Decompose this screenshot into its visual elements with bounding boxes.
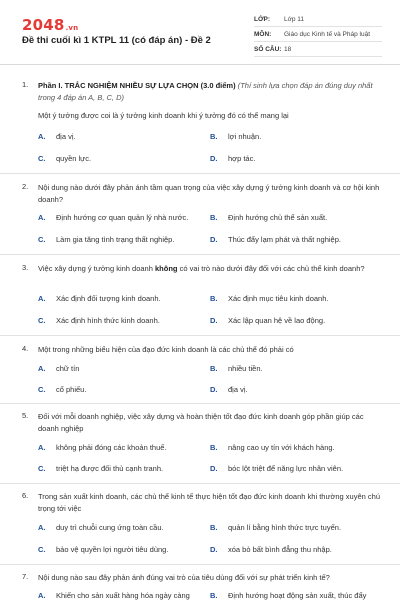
option-a[interactable] <box>38 443 167 452</box>
option-text: Định hướng chủ thể sản xuất. <box>228 213 328 222</box>
meta-key: MÔN: <box>254 30 272 38</box>
option-text: xóa bỏ bất bình đẳng thu nhập. <box>228 545 332 554</box>
option-letter: C. <box>38 154 46 163</box>
option-letter: A. <box>38 364 46 373</box>
option-letter: B. <box>210 364 218 373</box>
option-letter: A. <box>38 213 46 222</box>
option-c[interactable] <box>38 235 174 244</box>
meta-row-subject <box>254 27 382 42</box>
question-number: 2. <box>22 182 29 191</box>
option-d[interactable] <box>210 316 325 325</box>
option-text: nhiều tiền. <box>228 364 263 373</box>
option-text: Định hướng cơ quan quản lý nhà nước. <box>56 213 189 222</box>
divider <box>0 335 400 336</box>
logo-tld: .vn <box>65 24 79 32</box>
option-d[interactable] <box>210 235 341 244</box>
option-letter: C. <box>38 545 46 554</box>
option-letter: B. <box>210 443 218 452</box>
option-text: Xác định đối tượng kinh doanh. <box>56 294 161 303</box>
question-4 <box>22 344 382 356</box>
option-letter: D. <box>210 545 218 554</box>
option-letter: D. <box>210 464 218 473</box>
option-letter: C. <box>38 464 46 473</box>
section-title: Phần I. TRẮC NGHIỆM NHIỀU SỰ LỰA CHỌN (3.0 điểm) <box>38 81 236 90</box>
option-text: Xác lập quan hệ về lao động. <box>228 316 326 325</box>
meta-value: Giáo dục Kinh tế và Pháp luật <box>284 30 371 38</box>
option-letter: C. <box>38 235 46 244</box>
divider <box>0 173 400 174</box>
section-instruction: (Thí sinh lựa chọn đáp án đúng duy nhất trong 4 đáp án A, B, C, D) <box>38 81 373 102</box>
option-b[interactable] <box>210 591 366 600</box>
option-text: Khiến cho sản xuất hàng hóa ngày càng <box>56 591 190 600</box>
question-number: 6. <box>22 491 29 500</box>
option-a[interactable] <box>38 523 164 532</box>
question-number: 4. <box>22 344 29 353</box>
question-number: 7. <box>22 572 29 581</box>
divider <box>0 483 400 484</box>
option-text: Định hướng hoạt động sản xuất, thúc đẩy <box>228 591 367 600</box>
meta-key: SỐ CÂU: <box>254 45 282 53</box>
question-6 <box>22 491 382 515</box>
option-letter: A. <box>38 523 46 532</box>
option-letter: A. <box>38 591 46 600</box>
option-d[interactable] <box>210 464 343 473</box>
option-letter: B. <box>210 213 218 222</box>
option-letter: B. <box>210 132 218 141</box>
option-c[interactable] <box>38 385 86 394</box>
option-letter: B. <box>210 294 218 303</box>
question-stem: Trong sản xuất kinh doanh, các chủ thể kinh tế thực hiện tốt đạo đức kinh doanh khi thường xuyên chú trọng tới việc <box>38 492 381 513</box>
stem-part: có vai trò nào dưới đây đối với các chủ thể kinh doanh? <box>177 264 365 273</box>
option-letter: C. <box>38 316 46 325</box>
option-text: nâng cao uy tín với khách hàng. <box>228 443 335 452</box>
option-text: triệt hạ được đối thủ cạnh tranh. <box>56 464 164 473</box>
option-b[interactable] <box>210 523 341 532</box>
option-letter: D. <box>210 154 218 163</box>
option-letter: A. <box>38 294 46 303</box>
option-b[interactable] <box>210 364 263 373</box>
option-a[interactable] <box>38 294 161 303</box>
question-stem: Một ý tưởng được coi là ý tưởng kinh doanh khi ý tưởng đó có thể mang lại <box>38 111 289 120</box>
option-letter: A. <box>38 443 46 452</box>
option-text: Xác định mục tiêu kinh doanh. <box>228 294 329 303</box>
page-header <box>0 0 400 65</box>
question-stem <box>38 263 382 275</box>
option-text: lợi nhuận. <box>228 132 262 141</box>
option-letter: D. <box>210 385 218 394</box>
option-text: hợp tác. <box>228 154 256 163</box>
question-stem: Nội dung nào sau đây phản ánh đúng vai trò của tiêu dùng đối với sự phát triển kinh tế? <box>38 573 330 582</box>
question-5 <box>22 411 382 435</box>
option-c[interactable] <box>38 464 163 473</box>
meta-value: 18 <box>284 45 292 53</box>
option-c[interactable] <box>38 154 91 163</box>
option-a[interactable] <box>38 132 76 141</box>
option-c[interactable] <box>38 545 168 554</box>
exam-meta-table <box>254 12 382 57</box>
option-text: quản lí bằng hình thức trực tuyến. <box>228 523 342 532</box>
option-b[interactable] <box>210 294 328 303</box>
option-letter: D. <box>210 316 218 325</box>
question-number: 1. <box>22 80 29 89</box>
option-letter: C. <box>38 385 46 394</box>
option-text: không phải đóng các khoản thuế. <box>56 443 167 452</box>
option-text: địa vị. <box>56 132 76 141</box>
meta-row-class <box>254 12 382 27</box>
option-a[interactable] <box>38 591 190 600</box>
question-stem: Một trong những biểu hiện của đạo đức kinh doanh là các chủ thể đó phải có <box>38 345 294 354</box>
option-c[interactable] <box>38 316 160 325</box>
option-text: duy trì chuỗi cung ứng toàn cầu. <box>56 523 164 532</box>
question-3 <box>22 263 382 275</box>
meta-value: Lớp 11 <box>284 15 305 23</box>
option-text: bảo vệ quyền lợi người tiêu dùng. <box>56 545 169 554</box>
exam-title: Đề thi cuối kì 1 KTPL 11 (có đáp án) - Đề 2 <box>22 35 211 46</box>
option-text: Làm gia tăng tình trạng thất nghiệp. <box>56 235 175 244</box>
logo-text: 2048 <box>22 16 65 34</box>
question-7 <box>22 572 382 584</box>
option-text: chữ tín <box>56 364 80 373</box>
stem-emphasis: không <box>154 264 178 273</box>
option-b[interactable] <box>210 132 261 141</box>
option-d[interactable] <box>210 385 248 394</box>
option-b[interactable] <box>210 443 335 452</box>
option-text: quyền lực. <box>56 154 92 163</box>
option-letter: B. <box>210 591 218 600</box>
stem-part: Việc xây dựng ý tưởng kinh doanh <box>38 264 155 273</box>
question-stem: Nội dung nào dưới đây phản ánh tầm quan trọng của việc xây dựng ý tưởng kinh doanh và cơ hội kinh doanh? <box>38 183 380 204</box>
divider <box>0 564 400 565</box>
option-a[interactable] <box>38 213 188 222</box>
question-number: 3. <box>22 263 29 272</box>
option-letter: B. <box>210 523 218 532</box>
option-d[interactable] <box>210 154 255 163</box>
option-text: Xác định hình thức kinh doanh. <box>56 316 160 325</box>
meta-row-count <box>254 42 382 57</box>
divider <box>0 254 400 255</box>
option-d[interactable] <box>210 545 332 554</box>
option-a[interactable] <box>38 364 79 373</box>
option-text: bóc lột triệt để năng lực nhân viên. <box>228 464 344 473</box>
option-text: cổ phiếu. <box>56 385 87 394</box>
section-heading <box>38 80 382 104</box>
option-text: Thúc đẩy lạm phát và thất nghiệp. <box>228 235 341 244</box>
question-stem: Đối với mỗi doanh nghiệp, việc xây dựng và hoàn thiện tốt đạo đức kinh doanh góp phần giúp các doanh nghiệp <box>38 412 364 433</box>
option-letter: A. <box>38 132 46 141</box>
option-b[interactable] <box>210 213 327 222</box>
option-text: địa vị. <box>228 385 248 394</box>
site-logo[interactable] <box>22 16 78 34</box>
question-number: 5. <box>22 411 29 420</box>
divider <box>0 403 400 404</box>
meta-key: LỚP: <box>254 15 271 23</box>
question-2 <box>22 182 382 206</box>
question-1 <box>22 80 382 122</box>
option-letter: D. <box>210 235 218 244</box>
